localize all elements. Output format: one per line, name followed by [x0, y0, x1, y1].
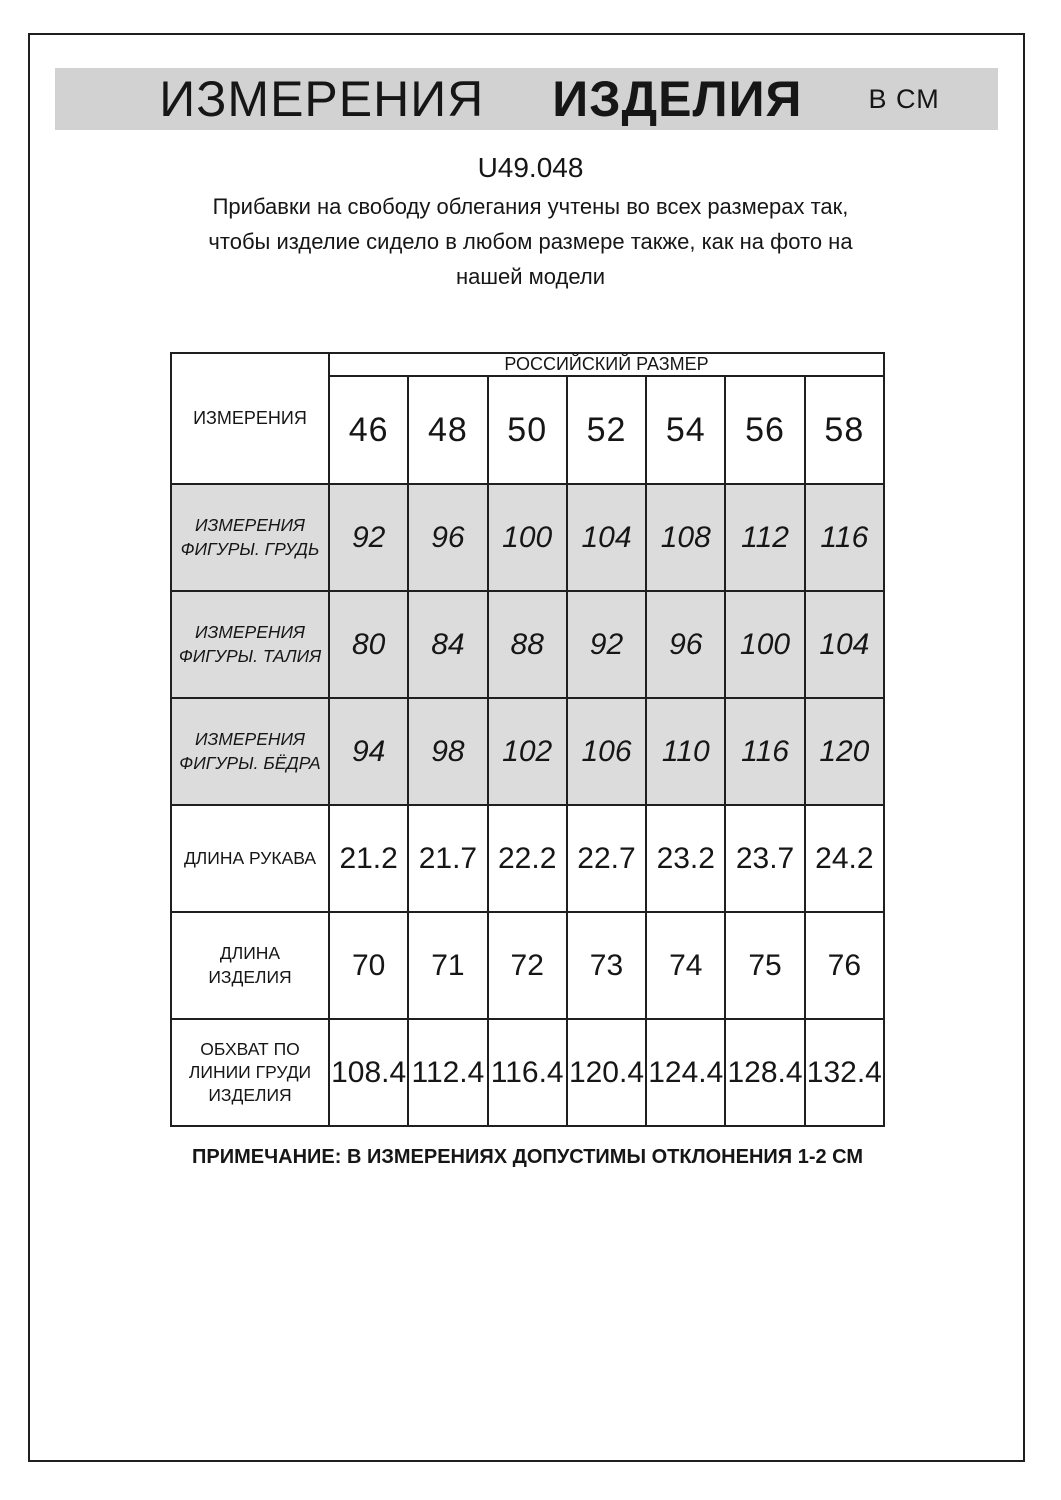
size-column-header: 52 [567, 376, 646, 484]
measurement-value: 124.4 [646, 1019, 725, 1126]
measurement-value: 70 [329, 912, 408, 1019]
table-row [171, 591, 884, 698]
measurement-value: 71 [408, 912, 487, 1019]
measurement-value: 96 [646, 591, 725, 698]
measurement-value: 100 [725, 591, 804, 698]
table-row [171, 484, 884, 591]
tolerance-note: ПРИМЕЧАНИЕ: В ИЗМЕРЕНИЯХ ДОПУСТИМЫ ОТКЛОНЕНИЯ 1-2 СМ [192, 1146, 863, 1168]
row-label: ИЗМЕРЕНИЯ ФИГУРЫ. БЁДРА [171, 698, 329, 805]
measurement-value: 110 [646, 698, 725, 805]
row-label: ИЗМЕРЕНИЯ ФИГУРЫ. ТАЛИЯ [171, 591, 329, 698]
measurement-value: 112 [725, 484, 804, 591]
row-label: ИЗМЕРЕНИЯ ФИГУРЫ. ГРУДЬ [171, 484, 329, 591]
measurement-value: 128.4 [725, 1019, 804, 1126]
measurement-value: 72 [488, 912, 567, 1019]
table-corner-header: ИЗМЕРЕНИЯ [171, 353, 329, 484]
measurement-value: 102 [488, 698, 567, 805]
measurement-value: 120 [805, 698, 884, 805]
size-table [170, 352, 885, 1127]
measurement-value: 116.4 [488, 1019, 567, 1126]
measurement-value: 108 [646, 484, 725, 591]
measurement-value: 73 [567, 912, 646, 1019]
measurement-value: 94 [329, 698, 408, 805]
row-label: ДЛИНА РУКАВА [171, 805, 329, 912]
size-column-header: 46 [329, 376, 408, 484]
title-measurements: ИЗМЕРЕНИЯ [159, 71, 485, 127]
size-column-header: 50 [488, 376, 567, 484]
measurement-value: 23.7 [725, 805, 804, 912]
measurement-value: 96 [408, 484, 487, 591]
measurement-value: 23.2 [646, 805, 725, 912]
title-bar [55, 68, 998, 130]
table-row [171, 805, 884, 912]
intro-line: чтобы изделие сидело в любом размере также, как на фото на [208, 229, 853, 254]
table-row [171, 698, 884, 805]
measurement-value: 112.4 [408, 1019, 487, 1126]
measurement-value: 92 [329, 484, 408, 591]
measurement-value: 22.2 [488, 805, 567, 912]
title-units: В СМ [868, 83, 940, 114]
measurement-value: 92 [567, 591, 646, 698]
size-column-header: 54 [646, 376, 725, 484]
intro-text [0, 189, 1061, 294]
row-label: ОБХВАТ ПО ЛИНИИ ГРУДИ ИЗДЕЛИЯ [171, 1019, 329, 1126]
table-row [171, 1019, 884, 1126]
table-row [171, 912, 884, 1019]
measurement-value: 104 [805, 591, 884, 698]
size-column-header: 48 [408, 376, 487, 484]
measurement-value: 98 [408, 698, 487, 805]
measurement-value: 24.2 [805, 805, 884, 912]
intro-line: нашей модели [455, 264, 605, 289]
measurement-value: 88 [488, 591, 567, 698]
measurement-value: 108.4 [329, 1019, 408, 1126]
row-label: ДЛИНА ИЗДЕЛИЯ [171, 912, 329, 1019]
measurement-value: 100 [488, 484, 567, 591]
measurement-value: 132.4 [805, 1019, 884, 1126]
measurement-value: 21.2 [329, 805, 408, 912]
article-code: U49.048 [477, 152, 584, 183]
measurement-value: 21.7 [408, 805, 487, 912]
size-column-header: 58 [805, 376, 884, 484]
measurement-value: 120.4 [567, 1019, 646, 1126]
intro-line: Прибавки на свободу облегания учтены во всех размерах так, [212, 194, 849, 219]
measurement-value: 75 [725, 912, 804, 1019]
table-group-header: РОССИЙСКИЙ РАЗМЕР [329, 353, 884, 376]
size-column-header: 56 [725, 376, 804, 484]
measurement-value: 104 [567, 484, 646, 591]
measurement-value: 76 [805, 912, 884, 1019]
measurement-value: 116 [805, 484, 884, 591]
measurement-value: 80 [329, 591, 408, 698]
measurement-value: 22.7 [567, 805, 646, 912]
measurement-value: 84 [408, 591, 487, 698]
measurement-value: 116 [725, 698, 804, 805]
title-product: ИЗДЕЛИЯ [552, 71, 803, 127]
measurement-value: 74 [646, 912, 725, 1019]
measurement-value: 106 [567, 698, 646, 805]
